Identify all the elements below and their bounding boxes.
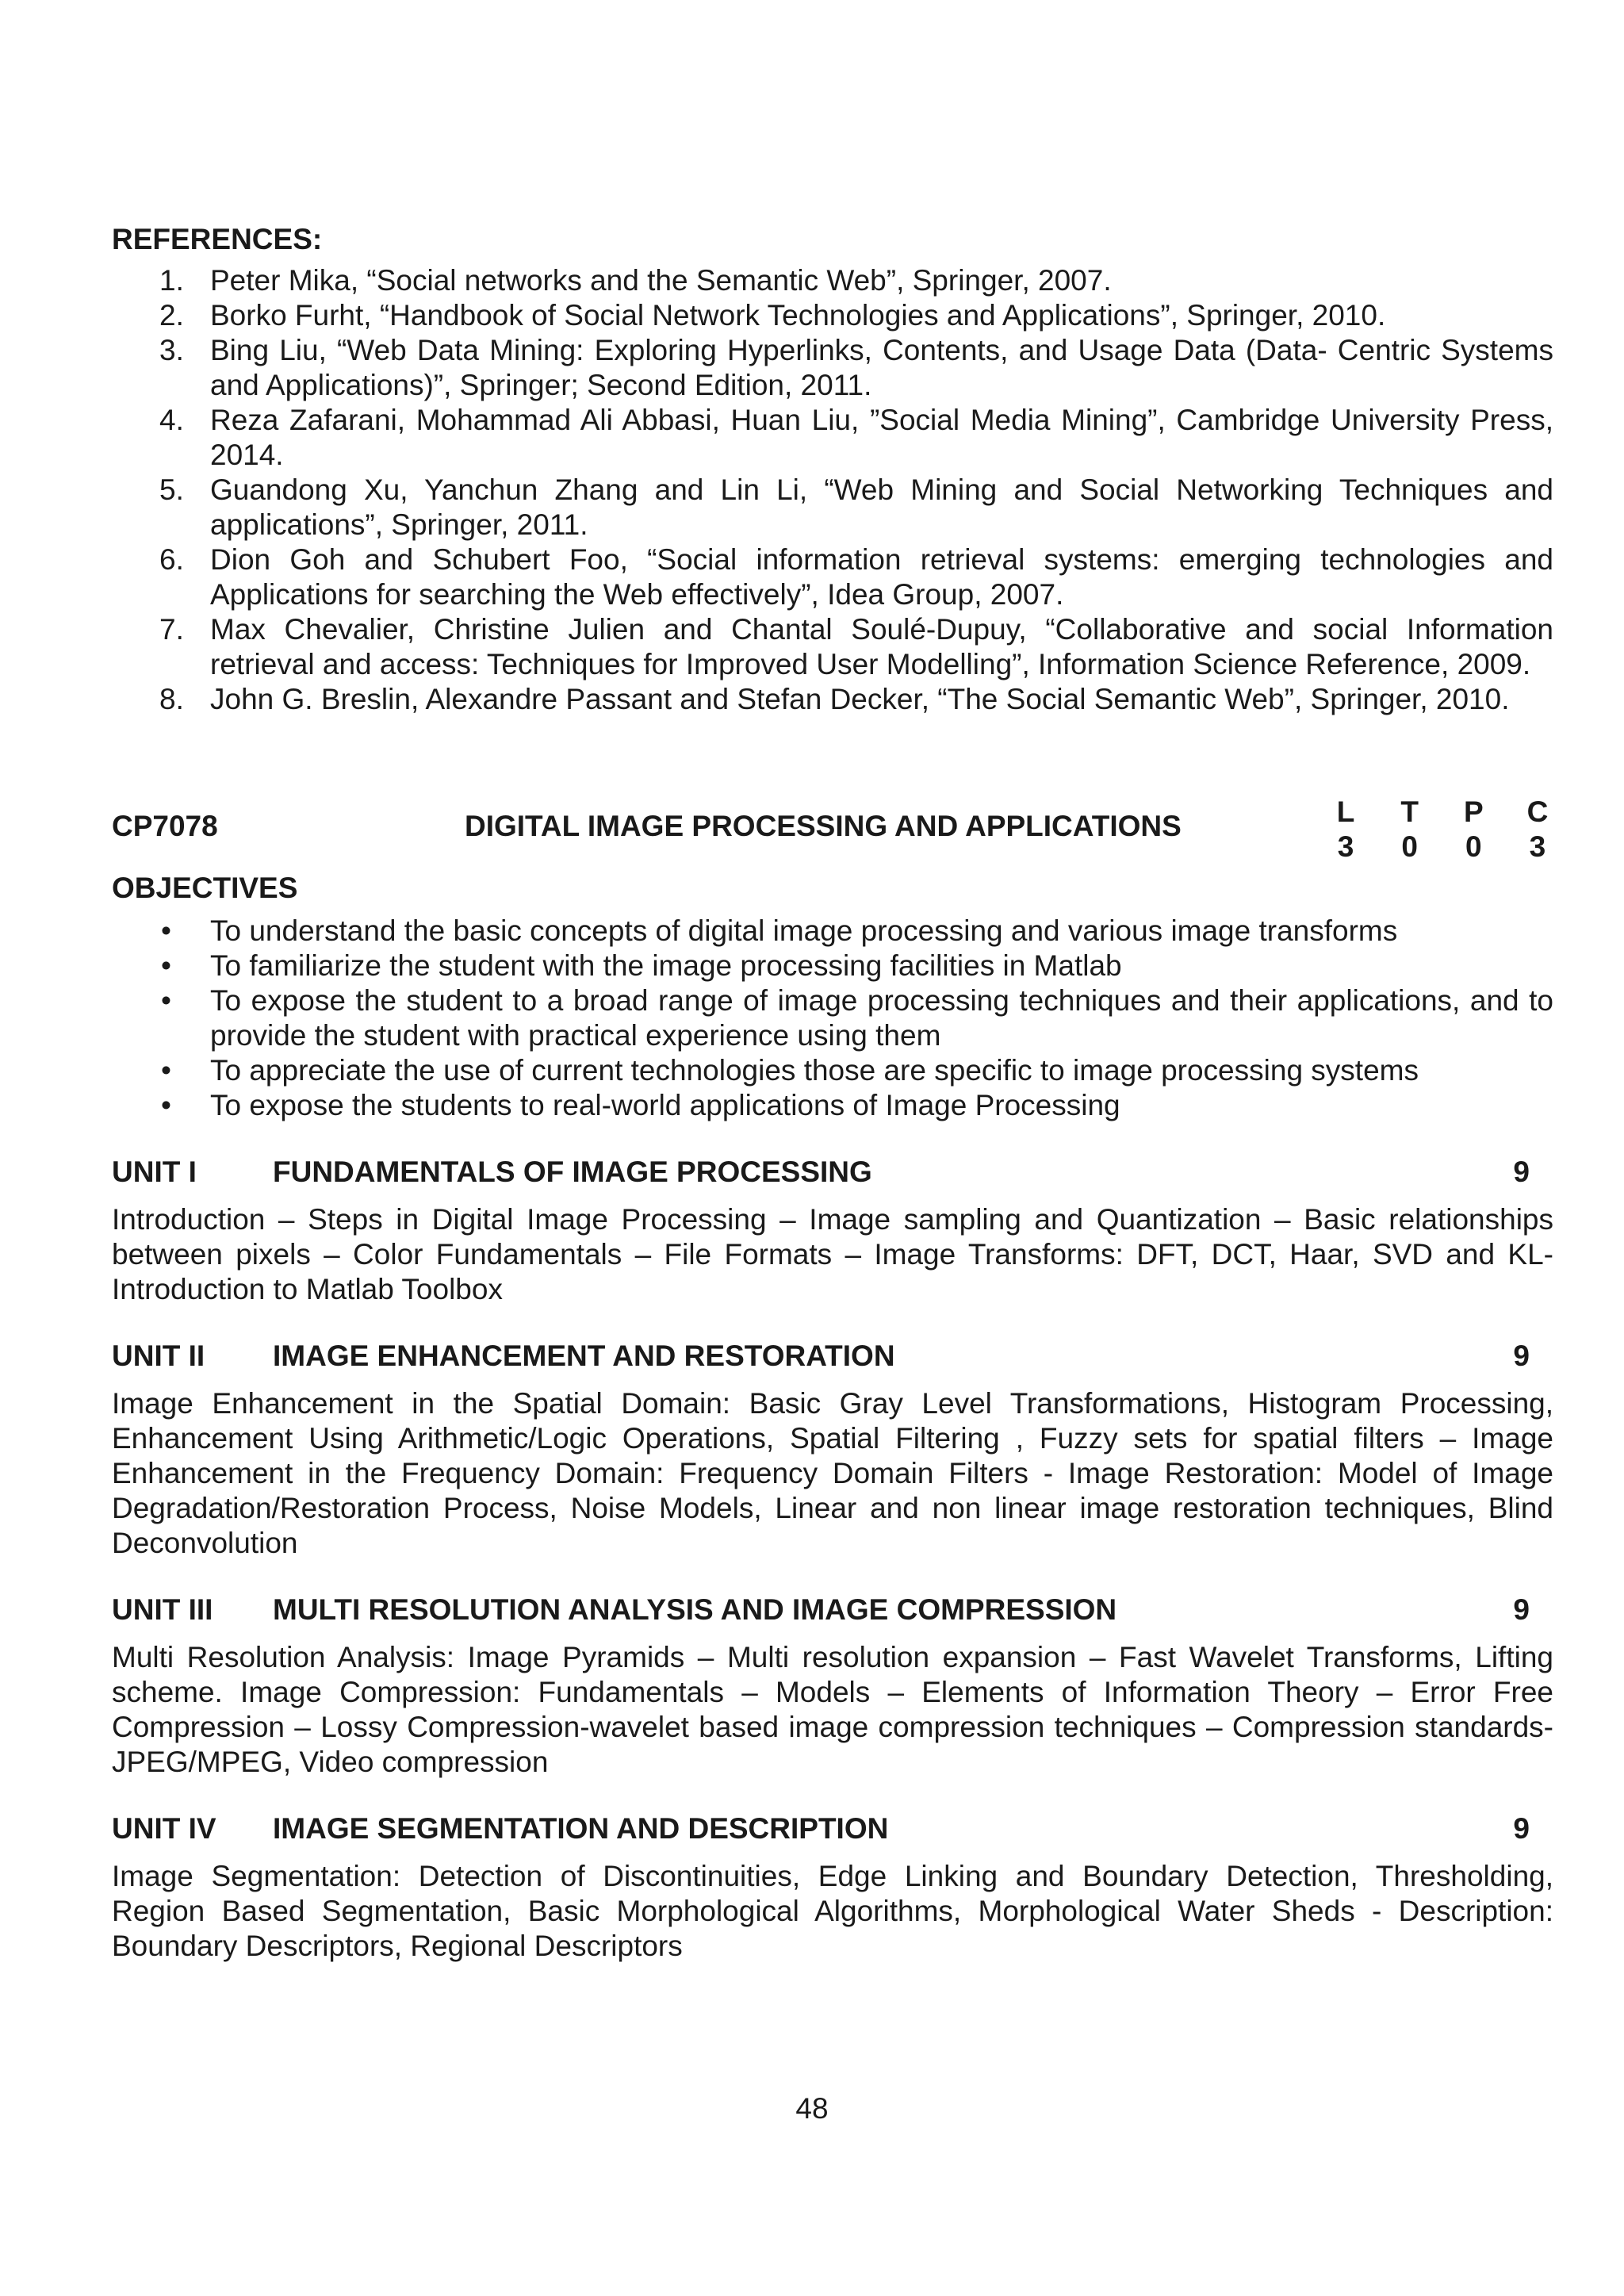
- references-heading: REFERENCES:: [112, 223, 323, 255]
- objective-text: To expose the student to a broad range of image processing techniques and their applications, and to provide the student with practical experience using them: [210, 984, 1553, 1052]
- unit-number: UNIT I: [112, 1156, 197, 1188]
- reference-item: [112, 682, 1553, 717]
- reference-item: [112, 298, 1553, 333]
- unit-title: MULTI RESOLUTION ANALYSIS AND IMAGE COMPRESSION: [273, 1593, 1117, 1626]
- unit-hours: 9: [1513, 1812, 1530, 1845]
- objective-item: [112, 1088, 1553, 1123]
- ltpc-value: 0: [1401, 830, 1418, 863]
- unit-number: UNIT IV: [112, 1812, 216, 1845]
- bullet-icon: •: [161, 1089, 171, 1121]
- unit-section: [112, 1811, 1553, 1964]
- bullet-icon: •: [161, 1054, 171, 1087]
- reference-text: John G. Breslin, Alexandre Passant and Stefan Decker, “The Social Semantic Web”, Springer, 2010.: [210, 683, 1510, 715]
- objective-item: [112, 914, 1553, 949]
- course-code: CP7078: [112, 810, 218, 842]
- reference-number: 1.: [159, 264, 184, 297]
- unit-title: FUNDAMENTALS OF IMAGE PROCESSING: [273, 1156, 872, 1188]
- ltpc-labels-row: [1330, 795, 1553, 830]
- unit-section: [112, 1339, 1553, 1561]
- unit-section: [112, 1155, 1553, 1307]
- reference-number: 4.: [159, 404, 184, 436]
- unit-body: Introduction – Steps in Digital Image Processing – Image sampling and Quantization – Basic relationships between pixels – Color Fundamentals – File Formats – Image Transforms: DFT, DCT, Haar, SVD and KL- Introduction to Matlab Toolbox: [112, 1203, 1553, 1305]
- unit-heading: [112, 1593, 1553, 1627]
- objective-item: [112, 983, 1553, 1053]
- reference-text: Dion Goh and Schubert Foo, “Social information retrieval systems: emerging technologies and Applications for searching the Web effectively”, Idea Group, 2007.: [210, 543, 1553, 611]
- course-title: DIGITAL IMAGE PROCESSING AND APPLICATIONS: [465, 810, 1182, 842]
- reference-item: [112, 403, 1553, 473]
- reference-number: 7.: [159, 613, 184, 646]
- ltpc-table: [1330, 795, 1553, 864]
- objective-text: To understand the basic concepts of digital image processing and various image transforms: [210, 914, 1398, 947]
- ltpc-values-row: [1330, 830, 1553, 864]
- ltpc-label: P: [1463, 795, 1484, 828]
- reference-item: [112, 542, 1553, 612]
- ltpc-value: 3: [1529, 830, 1546, 863]
- reference-text: Peter Mika, “Social networks and the Semantic Web”, Springer, 2007.: [210, 264, 1112, 297]
- ltpc-value: 3: [1337, 830, 1354, 863]
- unit-hours: 9: [1513, 1593, 1530, 1626]
- unit-heading: [112, 1155, 1553, 1190]
- reference-item: [112, 473, 1553, 542]
- course-header: [112, 795, 1553, 863]
- reference-text: Max Chevalier, Christine Julien and Chantal Soulé-Dupuy, “Collaborative and social Information retrieval and access: Techniques for Improved User Modelling”, Information Science Reference, 2009.: [210, 613, 1553, 680]
- unit-hours: 9: [1513, 1156, 1530, 1188]
- unit-heading: [112, 1339, 1553, 1374]
- objective-text: To appreciate the use of current technologies those are specific to image processing systems: [210, 1054, 1419, 1087]
- reference-number: 3.: [159, 334, 184, 366]
- reference-text: Guandong Xu, Yanchun Zhang and Lin Li, “Web Mining and Social Networking Techniques and applications”, Springer, 2011.: [210, 473, 1553, 541]
- reference-text: Borko Furht, “Handbook of Social Network Technologies and Applications”, Springer, 2010.: [210, 299, 1386, 332]
- unit-section: [112, 1593, 1553, 1780]
- reference-number: 8.: [159, 683, 184, 715]
- unit-body: Multi Resolution Analysis: Image Pyramids – Multi resolution expansion – Fast Wavelet Transforms, Lifting scheme. Image Compression: Fundamentals – Models – Elements of Information Theory – Error Free Compression – Lossy Compression-wavelet based image compression techniques – Compression standards-JPEG/MPEG, Video compression: [112, 1641, 1553, 1778]
- reference-item: [112, 263, 1553, 298]
- unit-number: UNIT III: [112, 1593, 213, 1626]
- bullet-icon: •: [161, 949, 171, 982]
- reference-item: [112, 333, 1553, 403]
- references-list: [112, 263, 1553, 717]
- unit-heading: [112, 1811, 1553, 1846]
- reference-item: [112, 612, 1553, 682]
- ltpc-value: 0: [1465, 830, 1482, 863]
- reference-text: Reza Zafarani, Mohammad Ali Abbasi, Huan Liu, ”Social Media Mining”, Cambridge University Press, 2014.: [210, 404, 1553, 471]
- bullet-icon: •: [161, 914, 171, 947]
- objectives-list: [112, 914, 1553, 1123]
- unit-body: Image Enhancement in the Spatial Domain: Basic Gray Level Transformations, Histogram Processing, Enhancement Using Arithmetic/Logic Operations, Spatial Filtering , Fuzzy sets for spatial filters – Image Enhancement in the Frequency Domain: Frequency Domain Filters - Image Restoration: Model of Image Degradation/Restoration Process, Noise Models, Linear and non linear image restoration techniques, Blind Deconvolution: [112, 1387, 1553, 1559]
- objective-text: To expose the students to real-world applications of Image Processing: [210, 1089, 1120, 1121]
- page-number: 48: [795, 2092, 829, 2125]
- objective-text: To familiarize the student with the image processing facilities in Matlab: [210, 949, 1122, 982]
- objective-item: [112, 949, 1553, 983]
- unit-title: IMAGE SEGMENTATION AND DESCRIPTION: [273, 1812, 889, 1845]
- objective-item: [112, 1053, 1553, 1088]
- ltpc-label: T: [1400, 795, 1419, 828]
- reference-number: 6.: [159, 543, 184, 576]
- ltpc-label: C: [1526, 795, 1549, 828]
- unit-title: IMAGE ENHANCEMENT AND RESTORATION: [273, 1340, 895, 1372]
- ltpc-label: L: [1336, 795, 1355, 828]
- reference-text: Bing Liu, “Web Data Mining: Exploring Hyperlinks, Contents, and Usage Data (Data- Centric Systems and Applications)”, Springer; Second Edition, 2011.: [210, 334, 1553, 401]
- document-page: [112, 222, 1553, 1964]
- unit-body: Image Segmentation: Detection of Discontinuities, Edge Linking and Boundary Detection, Thresholding, Region Based Segmentation, Basic Morphological Algorithms, Morphological Water Sheds - Description: Boundary Descriptors, Regional Descriptors: [112, 1860, 1553, 1962]
- unit-number: UNIT II: [112, 1340, 205, 1372]
- reference-number: 2.: [159, 299, 184, 332]
- objectives-heading: OBJECTIVES: [112, 872, 298, 904]
- unit-hours: 9: [1513, 1340, 1530, 1372]
- bullet-icon: •: [161, 984, 171, 1017]
- reference-number: 5.: [159, 473, 184, 506]
